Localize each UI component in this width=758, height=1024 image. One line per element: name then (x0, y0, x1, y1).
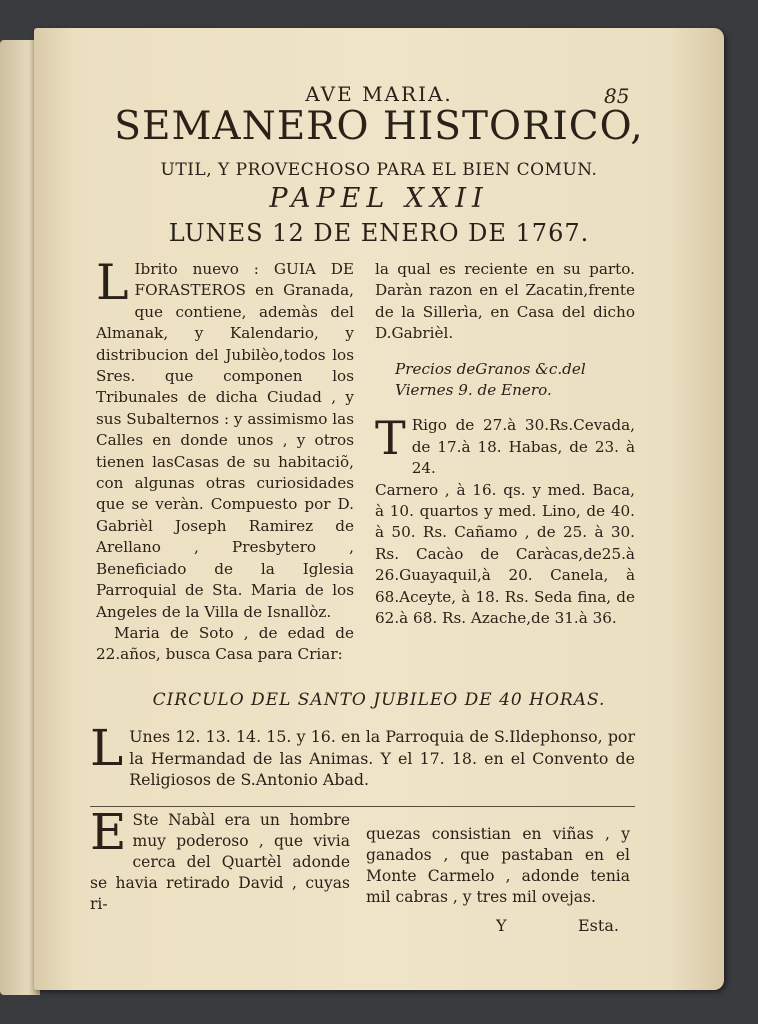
ave-maria-heading: AVE MARIA. (305, 82, 453, 106)
jubileo-heading: CIRCULO DEL SANTO JUBILEO DE 40 HORAS. (152, 690, 606, 710)
nurse-announcement-continued: la qual es reciente en su parto. Daràn razon en el Zacatin,frente de la Sillerìa, en Casa del dicho D.Gabrièl. (375, 260, 635, 343)
story-left-text: Ste Nabàl era un hombre muy poderoso , que vivia cerca del Quartèl adonde se havia retirado David , cuyas ri- (90, 811, 350, 913)
nurse-announcement: Maria de Soto , de edad de 22.años, busca Casa para Criar: (96, 623, 354, 664)
grain-prices-text: Rigo de 27.à 30.Rs.Cevada, de 17.à 18. Habas, de 23. à 24. (411, 416, 635, 478)
issue-date: LUNES 12 DE ENERO DE 1767. (168, 219, 590, 247)
issue-number: PAPEL XXII (269, 183, 489, 214)
story-right-text: quezas consistian en viñas , y ganados , que pastaban en el Monte Carmelo , adonde tenia mil cabras , y tres mil ovejas. (366, 825, 630, 906)
goods-prices-text: Carnero , à 16. qs. y med. Baca, à 10. quartos y med. Lino, de 40. à 50. Rs. Cañamo , de 25. à 30. Rs. Cacào de Caràcas,de25.à 26.Guayaquil,à 20. Canela, à 68.Aceyte, à 18. Rs. Seda fina, de 62.à 68. Rs. Azache,de 31.à 36. (375, 480, 635, 628)
publication-subtitle: UTIL, Y PROVECHOSO PARA EL BIEN COMUN. (160, 160, 598, 180)
dropcap-l: L (96, 254, 129, 311)
guia-announcement: Ibrito nuevo : GUIA DE FORASTEROS en Granada, que contiene, ademàs del Almanak, y Kalendario, y distribucion del Jubilèo,todos los Sres. que componen los Tribunales de dicha Ciudad , y sus Subalternos : y assimismo las Calles en donde unos , y otros tienen lasCasas de su habitaciõ, con algunas otras curiosidades que se veràn. Compuesto por D. Gabrièl Joseph Ramirez de Arellano , Presbytero , Beneficiado de la Iglesia Parroquial de Sta. Maria de los Angeles de la Villa de Isnallòz. (96, 260, 354, 621)
right-column (375, 259, 635, 630)
section-divider (90, 806, 635, 807)
grain-prices-heading: Precios deGranos &c.del Viernes 9. de Enero. (395, 359, 586, 400)
publication-title: SEMANERO HISTORICO, (114, 104, 644, 149)
catchword: Esta. (578, 916, 619, 935)
jubileo-block (90, 719, 635, 791)
left-column (96, 254, 354, 666)
dropcap-e: E (90, 803, 127, 861)
jubileo-text: Unes 12. 13. 14. 15. y 16. en la Parroquia de S.Ildephonso, por la Hermandad de las Animas. Y el 17. 18. en el Convento de Religiosos de S.Antonio Abad. (129, 727, 635, 789)
story-left-column (90, 803, 350, 915)
page-number: 85 (604, 84, 630, 108)
dropcap-t: T (375, 411, 406, 466)
signature-mark: Y (496, 916, 507, 935)
dropcap-l-jubileo: L (90, 719, 124, 777)
story-right-column (366, 824, 630, 908)
